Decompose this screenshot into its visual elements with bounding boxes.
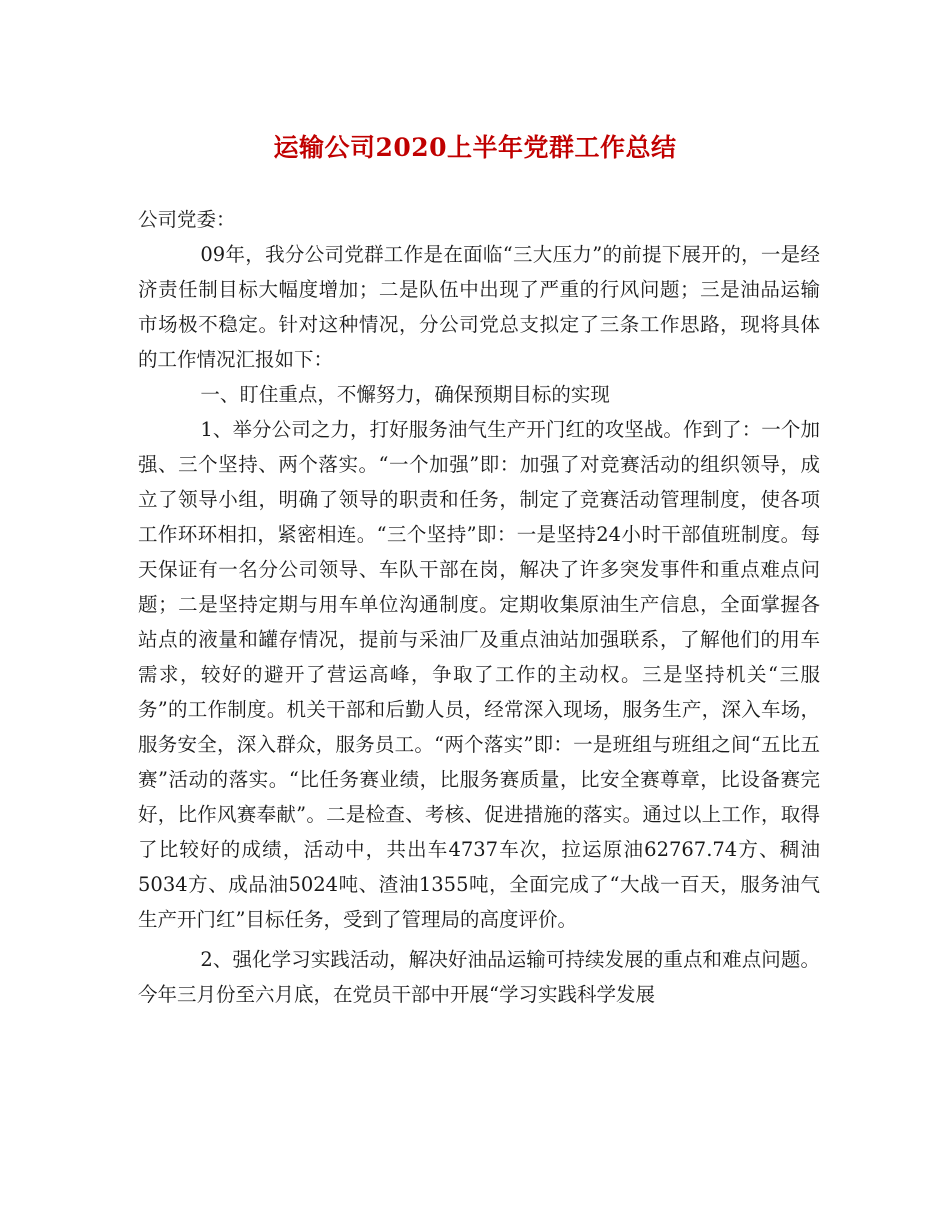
- paragraph-item-1: 1、举分公司之力，打好服务油气生产开门红的攻坚战。作到了：一个加强、三个坚持、两个落实。“一个加强”即：加强了对竞赛活动的组织领导，成立了领导小组，明确了领导的职责和任务，制定了竞赛活动管理制度，使各项工作环环相扣，紧密相连。“三个坚持”即：一是坚持24小时干部值班制度。每天保证有一名分公司领导、车队干部在岗，解决了许多突发事件和重点难点问题；二是坚持定期与用车单位沟通制度。定期收集原油生产信息，全面掌握各站点的液量和罐存情况，提前与采油厂及重点油站加强联系，了解他们的用车需求，较好的避开了营运高峰，争取了工作的主动权。三是坚持机关“三服务”的工作制度。机关干部和后勤人员，经常深入现场，服务生产，深入车场，服务安全，深入群众，服务员工。“两个落实”即：一是班组与班组之间“五比五赛”活动的落实。“比任务赛业绩，比服务赛质量，比安全赛尊章，比设备赛完好，比作风赛奉献”。二是检查、考核、促进措施的落实。通过以上工作，取得了比较好的成绩，活动中，共出车4737车次，拉运原油62767.74方、稠油5034方、成品油5024吨、渣油1355吨，全面完成了“大战一百天，服务油气生产开门红”目标任务，受到了管理局的高度评价。: [138, 418, 820, 931]
- paragraph-intro: 09年，我分公司党群工作是在面临“三大压力”的前提下展开的，一是经济责任制目标大幅度增加；二是队伍中出现了严重的行风问题；三是油品运输市场极不稳定。针对这种情况，分公司党总支拟定了三条工作思路，现将具体的工作情况汇报如下：: [138, 243, 820, 371]
- salutation: 公司党委：: [138, 208, 236, 231]
- section-heading-1: 一、盯住重点，不懈努力，确保预期目标的实现: [200, 383, 610, 406]
- paragraph-item-2: 2、强化学习实践活动，解决好油品运输可持续发展的重点和难点问题。今年三月份至六月底，在党员干部中开展“学习实践科学发展: [138, 948, 820, 1006]
- document-title: 运输公司2020上半年党群工作总结: [273, 133, 677, 162]
- document-body: [138, 202, 820, 1012]
